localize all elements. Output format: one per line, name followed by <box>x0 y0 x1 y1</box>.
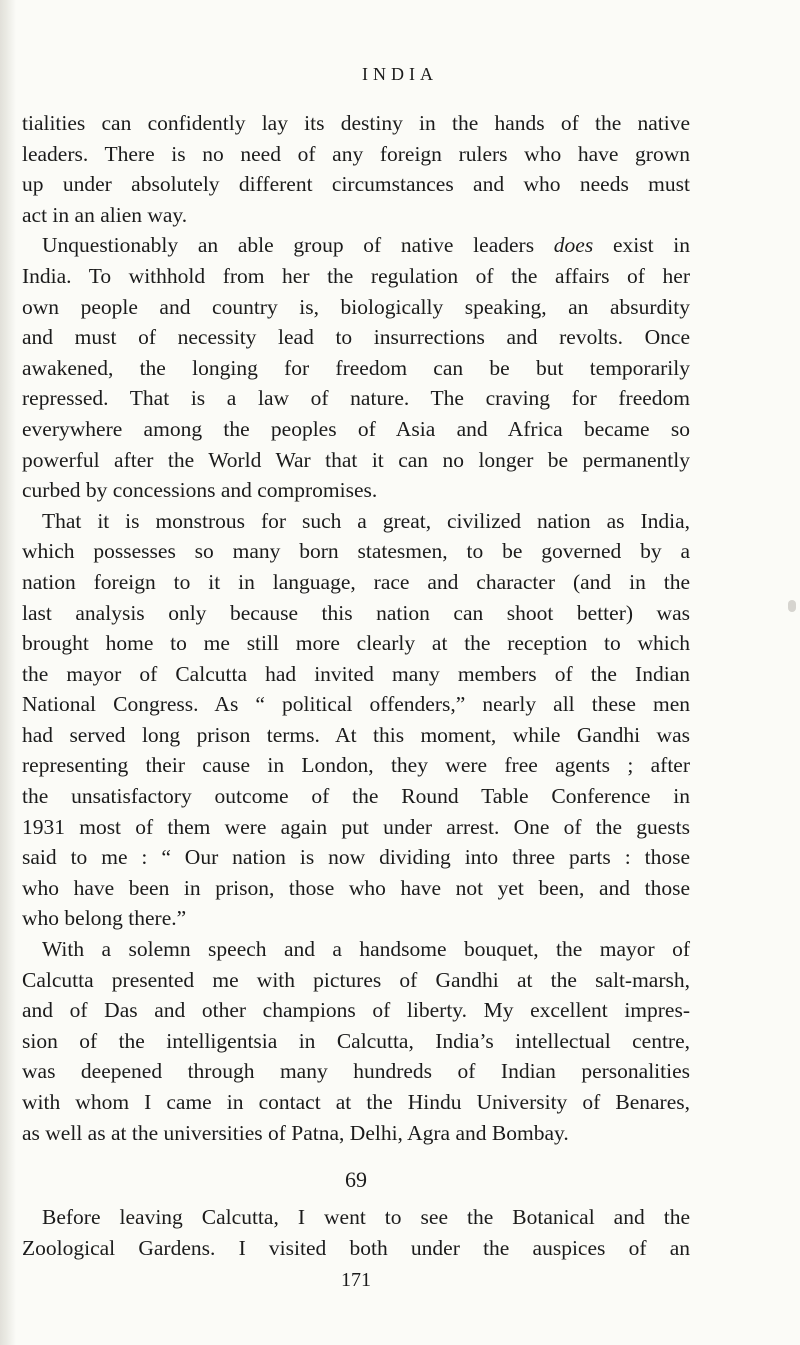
text-line: With a solemn speech and a handsome bouquet, the mayor of <box>42 937 690 962</box>
body-text <box>22 108 690 1295</box>
text-line: sion of the intelligentsia in Calcutta, India’s intellectual centre, <box>22 1028 690 1053</box>
text-line: and must of necessity lead to insurrections and revolts. Once <box>22 325 690 350</box>
text-line: had served long prison terms. At this moment, while Gandhi was <box>22 722 690 747</box>
text-line: repressed. That is a law of nature. The craving for freedom <box>22 386 690 411</box>
text-line: own people and country is, biologically speaking, an absurdity <box>22 294 690 319</box>
text-line: Zoological Gardens. I visited both under the auspices of an <box>22 1235 690 1260</box>
text-line: everywhere among the peoples of Asia and Africa became so <box>22 416 690 441</box>
text-line: Calcutta presented me with pictures of Gandhi at the salt-marsh, <box>22 967 690 992</box>
text-line: Before leaving Calcutta, I went to see the Botanical and the <box>42 1205 690 1230</box>
text-line: act in an alien way. <box>22 202 188 227</box>
text-line: was deepened through many hundreds of Indian personalities <box>22 1059 690 1084</box>
section-number: 69 <box>345 1167 367 1193</box>
text-line: said to me : “ Our nation is now dividing into three parts : those <box>22 845 690 870</box>
text-line: and of Das and other champions of liberty. My excellent impres- <box>22 998 690 1023</box>
text-line: India. To withhold from her the regulation of the affairs of her <box>22 263 690 288</box>
text-line: the unsatisfactory outcome of the Round Table Conference in <box>22 784 690 809</box>
text-line: the mayor of Calcutta had invited many members of the Indian <box>22 661 690 686</box>
text-line: curbed by concessions and compromises. <box>22 478 378 503</box>
text-line: as well as at the universities of Patna, Delhi, Agra and Bombay. <box>22 1120 569 1145</box>
text-line: who have been in prison, those who have not yet been, and those <box>22 875 690 900</box>
paper-blemish <box>788 600 796 612</box>
text-line: 1931 most of them were again put under arrest. One of the guests <box>22 814 690 839</box>
text-line: National Congress. As “ political offenders,” nearly all these men <box>22 692 690 717</box>
text-line: nation foreign to it in language, race and character (and in the <box>22 569 690 594</box>
text-line: tialities can confidently lay its destiny in the hands of the native <box>22 111 690 135</box>
text-line: That it is monstrous for such a great, civilized nation as India, <box>42 508 690 533</box>
text-line: brought home to me still more clearly at the reception to which <box>22 631 690 656</box>
text-line: leaders. There is no need of any foreign rulers who have grown <box>22 141 690 166</box>
text-line: representing their cause in London, they were free agents ; after <box>22 753 690 778</box>
text-line: powerful after the World War that it can no longer be permanently <box>22 447 690 472</box>
text-line: which possesses so many born statesmen, to be governed by a <box>22 539 690 564</box>
text-line: up under absolutely different circumstances and who needs must <box>22 172 690 197</box>
text-line: with whom I came in contact at the Hindu University of Benares, <box>22 1090 690 1114</box>
text-line: last analysis only because this nation can shoot better) was <box>22 600 690 625</box>
text-line: Unquestionably an able group of native leaders does exist in <box>42 233 690 258</box>
page-number: 171 <box>341 1269 371 1292</box>
text-line: who belong there.” <box>22 906 187 931</box>
text-line: awakened, the longing for freedom can be but temporarily <box>22 355 690 380</box>
page-gutter-shadow <box>0 0 16 1345</box>
running-head: INDIA <box>362 64 438 84</box>
